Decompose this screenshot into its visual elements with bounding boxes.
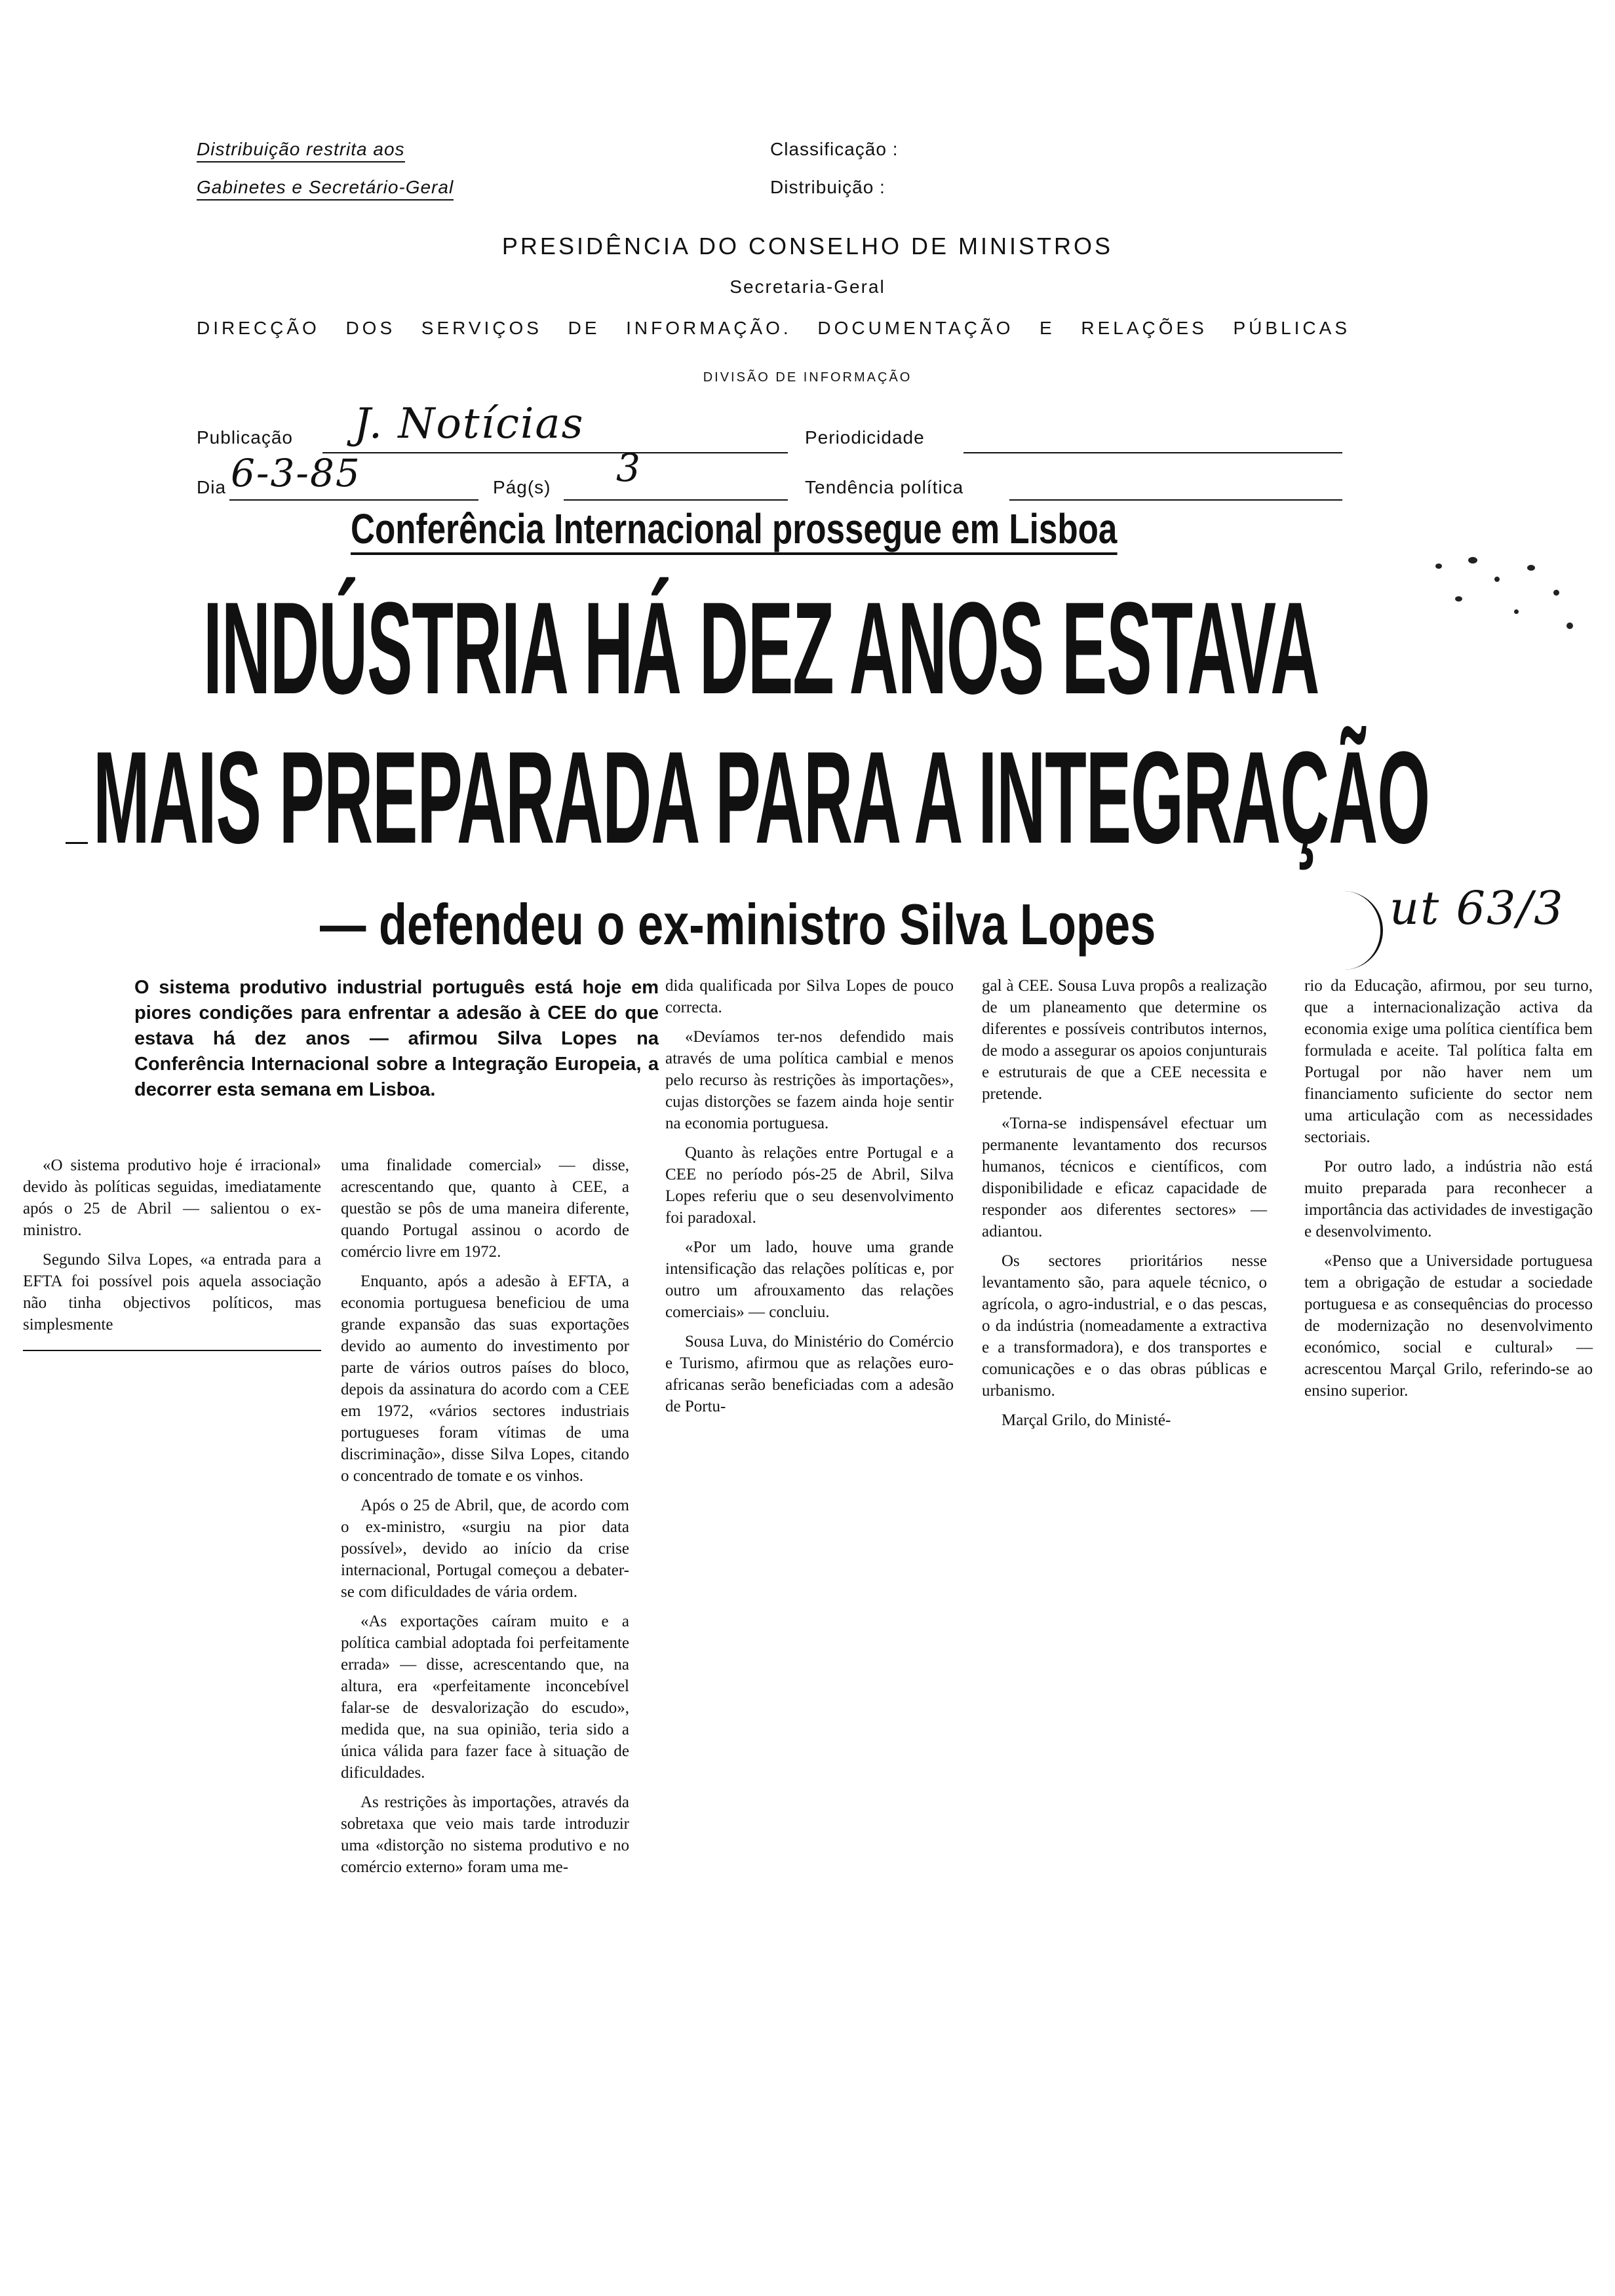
col4-paragraph: Os sectores prioritários nesse levantamento são, para aquele técnico, o agrícola, o agro-industrial, e o das pescas, o da indústria (nomeadamente a extractiva e a transformadora), e dos transportes e comunicações e o das obras públicas e urbanismo.: [982, 1252, 1267, 1400]
col4-paragraph: «Torna-se indispensável efectuar um permanente levantamento dos recursos humanos, técnicos e científicos, com disponibilidade e eficaz capacidade de responder aos diferentes sectores» — adiantou.: [982, 1115, 1267, 1240]
col5-paragraph: rio da Educação, afirmou, por seu turno, que a internacionalização activa da economia exige uma política científica bem formulada e aceite. Tal política falta em Portugal por não haver nem um financiamento suficiente do sector nem uma articulação com as necessidades sectoriais.: [1304, 977, 1593, 1146]
article-subhead: — defendeu o ex-ministro Silva Lopes: [320, 892, 1156, 957]
periodicity-label: Periodicidade: [805, 427, 925, 448]
print-noise-area: [1416, 550, 1586, 642]
col3-paragraph: Sousa Luva, do Ministério do Comércio e Turismo, afirmou que as relações euro-africanas serão beneficiadas com a adesão de Portu-: [665, 1333, 954, 1415]
day-label: Dia: [197, 477, 227, 497]
tendency-label: Tendência política: [805, 477, 964, 497]
article-column-5: [1304, 975, 1593, 1409]
article-column-4: [982, 975, 1267, 1439]
publication-line: [322, 452, 788, 453]
col1-paragraph: Segundo Silva Lopes, «a entrada para a EFTA foi possível pois aquela associação não tinha objectivos políticos, mas simplesmente: [23, 1251, 321, 1333]
article-column-2: [341, 1155, 629, 1886]
publication-value: J. Notícias: [354, 400, 585, 448]
col2-paragraph: Enquanto, após a adesão à EFTA, a economia portuguesa beneficiou de uma grande expansão das suas exportações devido ao aumento do investimento por parte de vários outros países do bloco, depois da assinatura do acordo com a CEE em 1972, «vários sectores industriais portugueses foram vítimas de uma discriminação», disse Silva Lopes, citando o concentrado de tomate e os vinhos.: [341, 1272, 629, 1485]
day-line: [229, 499, 478, 501]
pages-value: 3: [616, 446, 642, 490]
presidency-title: PRESIDÊNCIA DO CONSELHO DE MINISTROS: [501, 233, 1114, 259]
col2-paragraph: uma finalidade comercial» — disse, acrescentando que, quanto à CEE, a questão se pôs de uma maneira diferente, quando Portugal assinou o acordo de comércio livre em 1972.: [341, 1157, 629, 1261]
col1-paragraph: «O sistema produtivo hoje é irracional» devido às políticas seguidas, imediatamente após o 25 de Abril — salientou o ex-ministro.: [23, 1157, 321, 1239]
col2-paragraph: As restrições às importações, através da sobretaxa que veio mais tarde introduzir uma «distorção no sistema produtivo e no comércio externo» foram uma me-: [341, 1793, 629, 1876]
article-column-3: [665, 975, 954, 1425]
headline-line-2: MAIS PREPARADA PARA A INTEGRAÇÃO: [93, 725, 1430, 871]
col2-paragraph: «As exportações caíram muito e a política cambial adoptada foi perfeitamente errada» — disse, acrescentando que, na altura, era «perfeitamente inconcebível falar-se de desvalorização do escudo», medida que, na sua opinião, teria sido a única válida para fazer face à situação de dificuldades.: [341, 1613, 629, 1782]
publication-label: Publicação: [197, 427, 293, 448]
article-lead: O sistema produtivo industrial português está hoje em piores condições para enfrentar a adesão à CEE do que estava há dez anos — afirmou Silva Lopes na Conferência Internacional sobre a Integração Europeia, a decorrer esta semana em Lisboa.: [134, 977, 659, 1100]
col5-paragraph: «Penso que a Universidade portuguesa tem a obrigação de estudar a sociedade portuguesa e as consequências do processo de modernização no desenvolvimento económico, social e cultural» — acrescentou Marçal Grilo, referindo-se ao ensino superior.: [1304, 1252, 1593, 1400]
handwritten-reference: ut 63/3: [1390, 881, 1565, 935]
division-title: DIVISÃO DE INFORMAÇÃO: [703, 370, 912, 385]
tendency-line: [1009, 499, 1342, 501]
col4-paragraph: Marçal Grilo, do Ministé-: [1002, 1411, 1171, 1429]
article-kicker: [351, 505, 1117, 553]
pages-label: Pág(s): [493, 477, 551, 497]
margin-dash: [66, 842, 88, 844]
col3-paragraph: dida qualificada por Silva Lopes de pouco correcta.: [665, 977, 954, 1016]
distribution-label: Distribuição :: [770, 177, 885, 197]
day-value: 6-3-85: [231, 451, 361, 495]
secretariat-title: Secretaria-Geral: [730, 277, 885, 297]
pages-line: [564, 499, 788, 501]
col2-paragraph: Após o 25 de Abril, que, de acordo com o ex-ministro, «surgiu na pior data possível», devido ao início da crise internacional, Portugal começou a debater-se com dificuldades de vária ordem.: [341, 1497, 629, 1601]
column-1-end-rule: [23, 1350, 321, 1351]
col5-paragraph: Por outro lado, a indústria não está muito preparada para reconhecer a importância das actividades de investigação e desenvolvimento.: [1304, 1158, 1593, 1240]
headline-line-1: INDÚSTRIA HÁ DEZ ANOS ESTAVA: [203, 575, 1319, 721]
distribution-cabinets-label: Gabinetes e Secretário-Geral: [197, 177, 454, 201]
col4-paragraph: gal à CEE. Sousa Luva propôs a realização de um planeamento que determine os diferentes e possíveis contributos internos, de modo a assegurar os apoios conjunturais e estruturais de que a CEE necessita e pretende.: [982, 977, 1267, 1103]
distribution-restricted-label: Distribuição restrita aos: [197, 139, 405, 163]
periodicity-line: [963, 452, 1342, 453]
col3-paragraph: Quanto às relações entre Portugal e a CEE no período pós-25 de Abril, Silva Lopes referiu que o seu desenvolvimento foi paradoxal.: [665, 1144, 954, 1227]
article-kicker-text: Conferência Internacional prossegue em Lisboa: [351, 505, 1117, 555]
article-column-1: [23, 1155, 321, 1343]
classification-label: Classificação :: [770, 139, 899, 159]
directorate-title: DIRECÇÃO DOS SERVIÇOS DE INFORMAÇÃO. DOCUMENTAÇÃO E RELAÇÕES PÚBLICAS: [197, 318, 1350, 338]
handwritten-bracket: [1337, 891, 1383, 970]
col3-paragraph: «Devíamos ter-nos defendido mais através de uma política cambial e menos pelo recurso às restrições às importações», cujas distorções se fazem ainda hoje sentir na economia portuguesa.: [665, 1028, 954, 1132]
col3-paragraph: «Por um lado, houve uma grande intensificação das relações políticas e, por outro um afrouxamento das relações comerciais» — concluiu.: [665, 1238, 954, 1321]
